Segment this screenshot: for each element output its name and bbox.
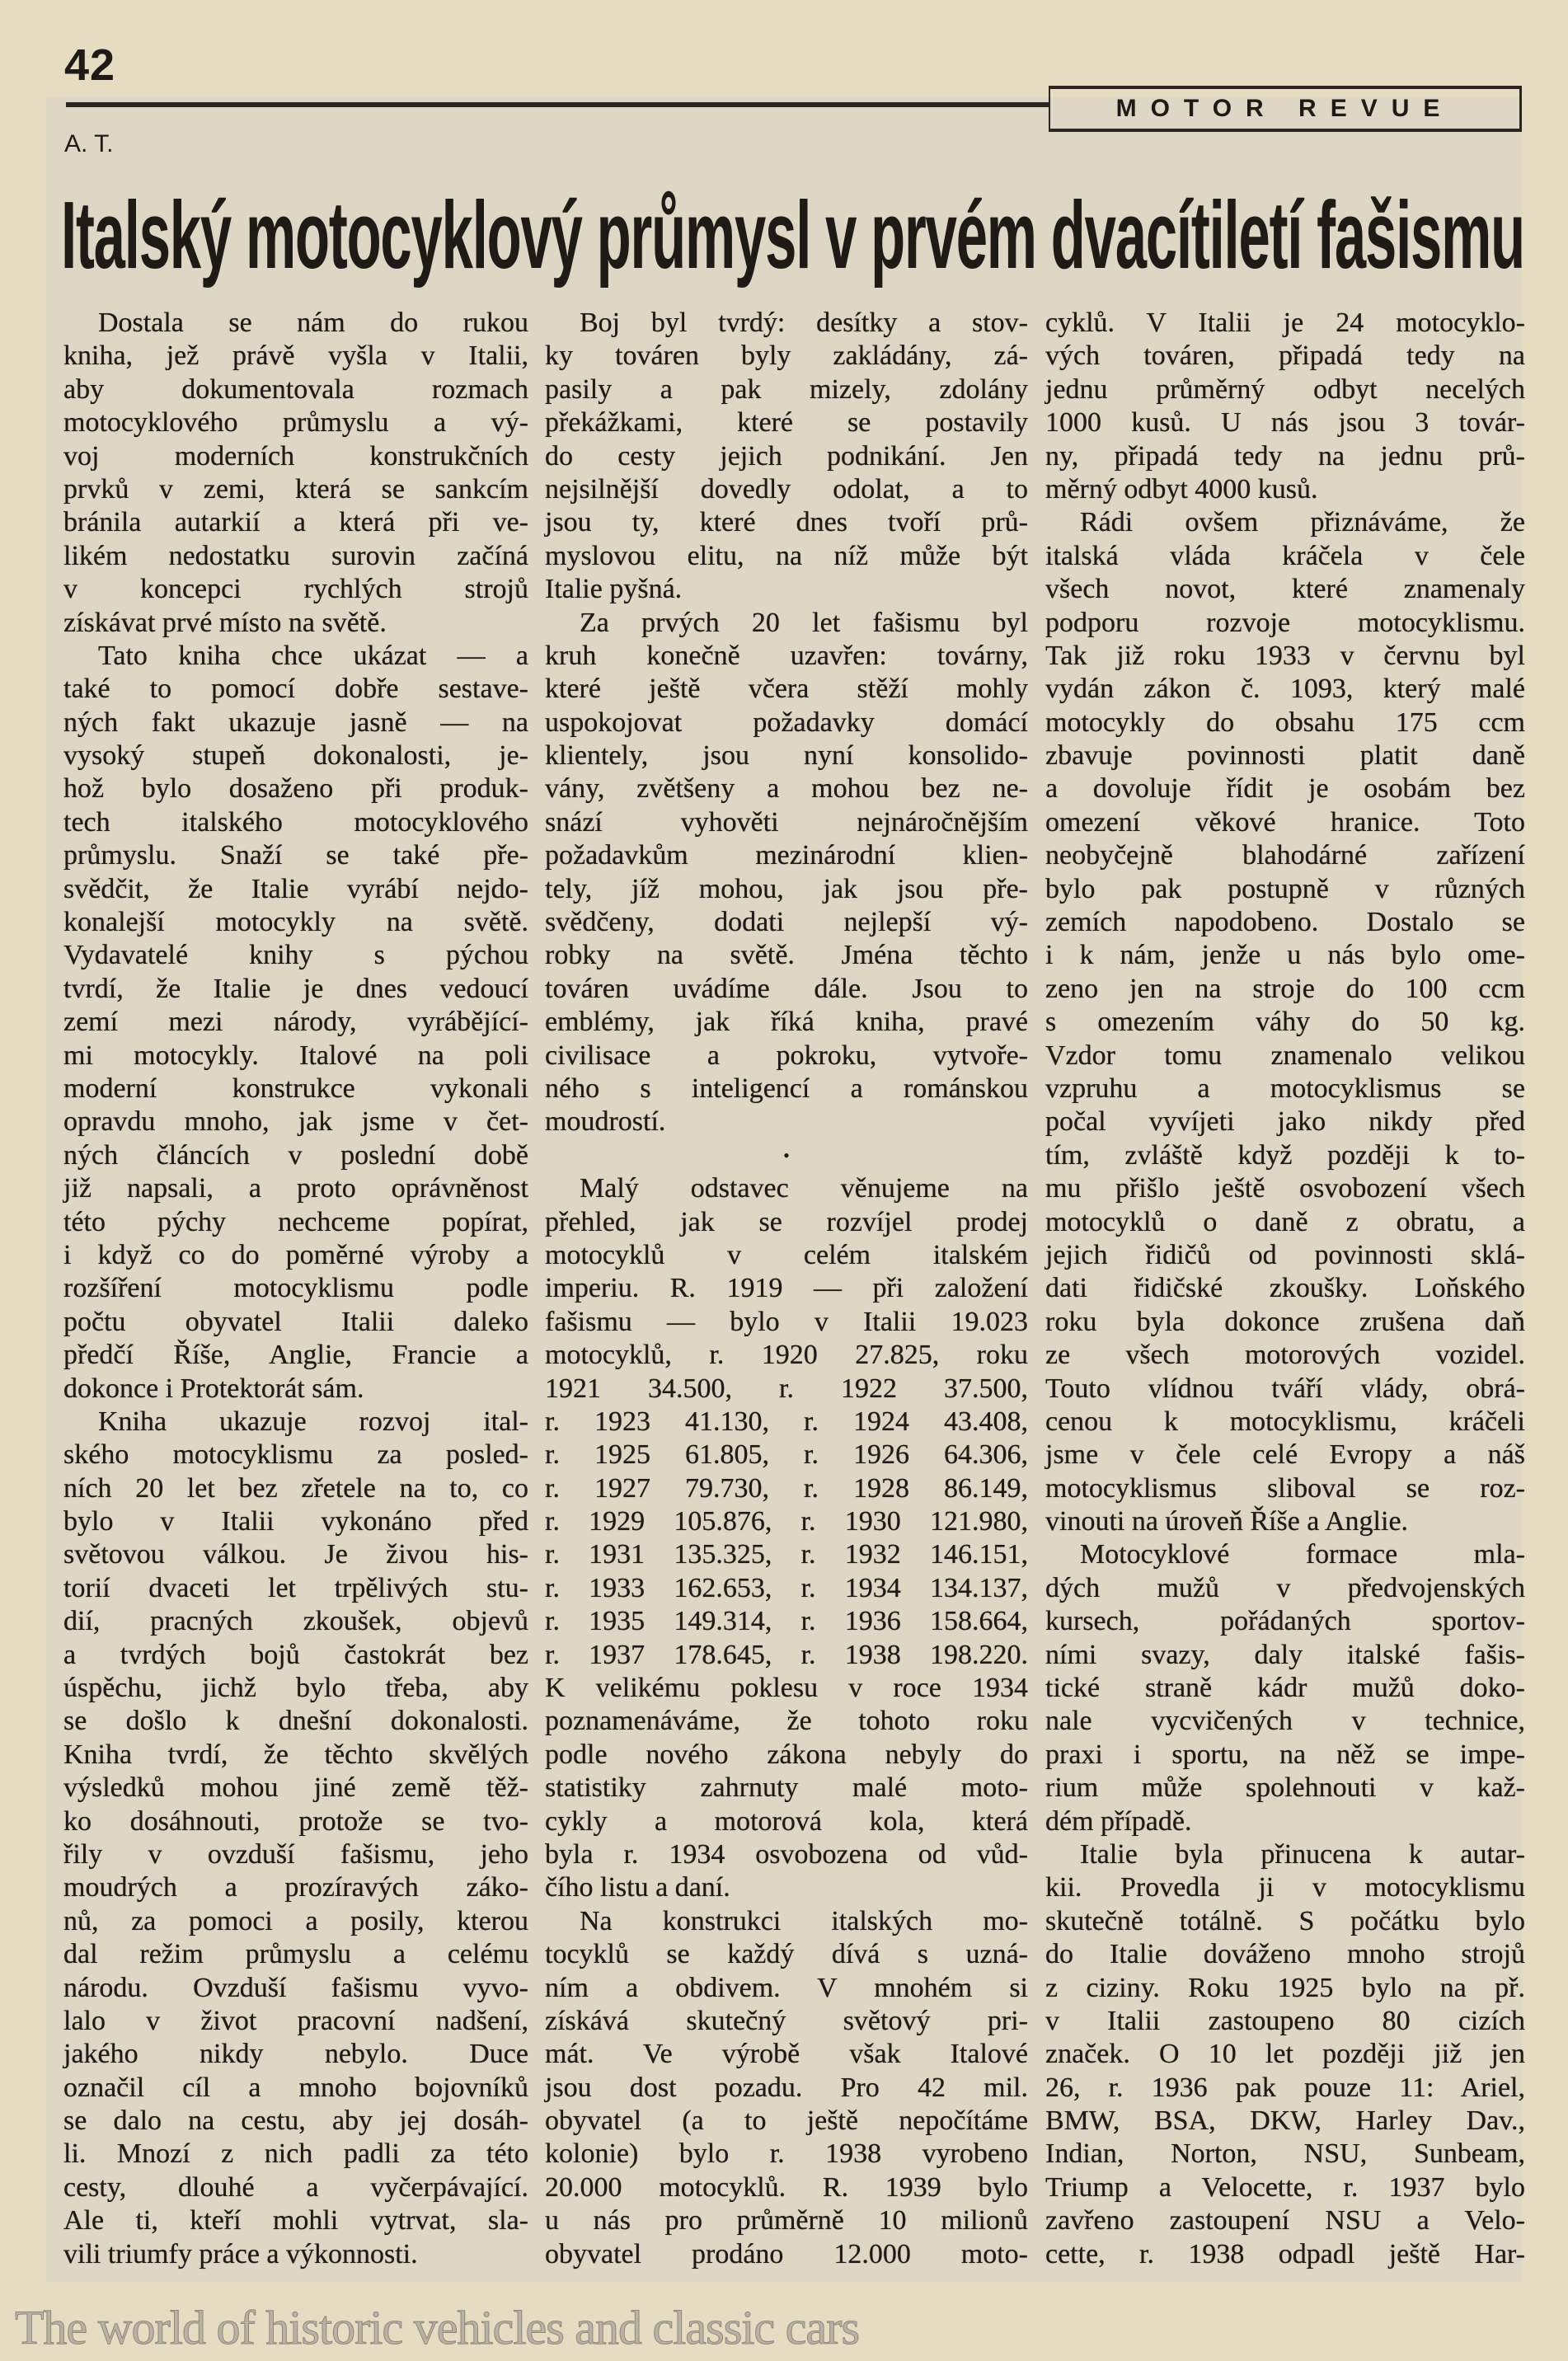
paragraph: [1045, 1538, 1525, 1838]
text-line: ními svazy, daly italské fašis-: [1045, 1639, 1525, 1670]
text-line: zemích napodobeno. Dostalo se: [1045, 907, 1525, 938]
text-line: skutečně totálně. S počátku bylo: [1045, 1905, 1525, 1936]
text-line: ny, připadá tedy na jednu prů-: [1045, 440, 1525, 472]
text-line: Za prvých 20 let fašismu byl: [580, 607, 1028, 638]
text-line: Ale ti, kteří mohli vytrvat, sla-: [63, 2205, 528, 2237]
text-line: předčí Říše, Anglie, Francie a: [63, 1340, 528, 1371]
text-line: cette, r. 1938 odpadl ještě Har-: [1045, 2238, 1525, 2269]
text-line: 1921 34.500, r. 1922 37.500,: [545, 1373, 1028, 1404]
text-line: ského motocyklismu za posled-: [63, 1439, 528, 1471]
text-line: dií, pracných zkoušek, objevů: [63, 1606, 528, 1637]
text-line: jsou dost pozadu. Pro 42 mil.: [545, 2072, 1028, 2103]
text-line: získávat prvé místo na světě.: [63, 607, 387, 638]
text-line: roku byla dokonce zrušena daň: [1045, 1306, 1525, 1337]
text-line: nejsilnější dovedly odolat, a to: [545, 473, 1028, 505]
text-line: mát. Ve výrobě však Italové: [545, 2039, 1028, 2070]
text-line: označil cíl a mnoho bojovníků: [63, 2072, 528, 2103]
text-line: tech italského motocyklového: [63, 806, 528, 838]
text-line: i k nám, jenže u nás bylo ome-: [1045, 940, 1525, 971]
text-column-3: [1045, 307, 1525, 2271]
text-line: nale vycvičených v technice,: [1045, 1706, 1525, 1737]
text-line: aby dokumentovala rozmach: [63, 373, 528, 405]
section-separator: •: [783, 1144, 790, 1166]
text-line: K velikému poklesu v roce 1934: [545, 1673, 1028, 1704]
text-line: počtu obyvatel Italii daleko: [63, 1306, 528, 1337]
text-line: dokonce i Protektorát sám.: [63, 1373, 364, 1404]
text-line: BMW, BSA, DKW, Harley Dav.,: [1045, 2105, 1525, 2137]
text-line: přehled, jak se rozvíjel prodej: [545, 1206, 1028, 1237]
text-line: zeno jen na stroje do 100 ccm: [1045, 973, 1525, 1004]
text-line: se došlo k dnešní dokonalosti.: [63, 1706, 528, 1737]
text-line: motocyklů, r. 1920 27.825, roku: [545, 1340, 1028, 1371]
text-line: neobyčejně blahodárné zařízení: [1045, 840, 1525, 871]
text-line: z ciziny. Roku 1925 bylo na př.: [1045, 1972, 1525, 2003]
text-line: Na konstrukci italských mo-: [580, 1905, 1028, 1936]
text-line: čího listu a daní.: [545, 1872, 730, 1903]
text-line: snází vyhověti nejnáročnějším: [545, 806, 1028, 838]
text-line: ko dosáhnouti, protože se tvo-: [63, 1805, 528, 1837]
text-line: hož bylo dosaženo při produk-: [63, 773, 528, 805]
text-line: tocyklů se každý dívá s uzná-: [545, 1939, 1028, 1970]
article-author: A. T.: [64, 130, 114, 157]
text-line: cenou k motocyklismu, kráčeli: [1045, 1406, 1525, 1437]
text-line: motocyklů o daně z obratu, a: [1045, 1206, 1525, 1237]
text-line: konalejší motocykly na světě.: [63, 907, 528, 938]
text-line: do Italie dováženo mnoho strojů: [1045, 1939, 1525, 1970]
text-line: a tvrdých bojů častokrát bez: [63, 1639, 528, 1670]
header-rule: [66, 102, 1049, 107]
text-line: fašismu — bylo v Italii 19.023: [545, 1306, 1028, 1337]
text-line: r. 1933 162.653, r. 1934 134.137,: [545, 1572, 1028, 1603]
text-line: imperiu. R. 1919 — při založení: [545, 1273, 1028, 1304]
text-line: jsme v čele celé Evropy a náš: [1045, 1439, 1525, 1471]
text-line: jsou ty, které dnes tvoří prů-: [545, 507, 1028, 538]
text-line: zbavuje povinnosti platit daně: [1045, 740, 1525, 772]
text-line: 1000 kusů. U nás jsou 3 továr-: [1045, 407, 1525, 439]
text-line: kruh konečně uzavřen: továrny,: [545, 640, 1028, 671]
text-line: voj moderních konstrukčních: [63, 440, 528, 472]
text-line: r. 1923 41.130, r. 1924 43.408,: [545, 1406, 1028, 1437]
text-line: dal režim průmyslu a celému: [63, 1939, 528, 1970]
text-line: Vydavatelé knihy s pýchou: [63, 940, 528, 971]
text-line: zavřeno zastoupení NSU a Velo-: [1045, 2205, 1525, 2237]
text-line: všech novot, které znamenaly: [1045, 574, 1525, 605]
text-line: italská vláda kráčela v čele: [1045, 540, 1525, 571]
text-line: 26, r. 1936 pak pouze 11: Ariel,: [1045, 2072, 1525, 2103]
page-number: 42: [64, 40, 116, 90]
text-line: Vzdor tomu znamenalo velikou: [1045, 1040, 1525, 1071]
paragraph: [545, 307, 1028, 607]
text-line: které ještě včera stěží mohly: [545, 674, 1028, 705]
text-line: r. 1931 135.325, r. 1932 146.151,: [545, 1539, 1028, 1570]
text-line: moudrostí.: [545, 1106, 666, 1138]
text-line: obyvatel (a to ještě nepočítáme: [545, 2105, 1028, 2137]
text-line: robky na světě. Jména těchto: [545, 940, 1028, 971]
text-line: nů, za pomoci a posily, kterou: [63, 1905, 528, 1936]
text-line: jejich řidičů od povinnosti sklá-: [1045, 1239, 1525, 1270]
text-line: Kniha tvrdí, že těchto skvělých: [63, 1739, 528, 1770]
text-line: bránila autarkií a která při ve-: [63, 507, 528, 538]
text-line: měrný odbyt 4000 kusů.: [1045, 473, 1318, 505]
text-line: lalo v život pracovní nadšení,: [63, 2005, 528, 2036]
text-line: Italie pyšná.: [545, 574, 683, 605]
text-line: rium může spolehnouti v kaž-: [1045, 1772, 1525, 1804]
text-line: Malý odstavec věnujeme na: [580, 1173, 1028, 1204]
text-line: prvků v zemi, která se sankcím: [63, 473, 528, 505]
text-line: omezení věkové hranice. Toto: [1045, 806, 1525, 838]
text-line: Tato kniha chce ukázat — a: [98, 640, 528, 671]
paragraph: [1045, 506, 1525, 1538]
paragraph: [63, 1406, 528, 2271]
text-line: řily v ovzduší fašismu, jeho: [63, 1838, 528, 1870]
text-line: i když co do poměrné výroby a: [63, 1239, 528, 1270]
text-line: cykly a motorová kola, která: [545, 1805, 1028, 1837]
text-line: do cesty jejich podnikání. Jen: [545, 440, 1028, 472]
text-line: r. 1937 178.645, r. 1938 198.220.: [545, 1639, 1028, 1670]
text-line: Triump a Velocette, r. 1937 bylo: [1045, 2171, 1525, 2203]
text-line: civilisace a pokroku, vytvoře-: [545, 1040, 1028, 1071]
text-line: motocykly do obsahu 175 ccm: [1045, 706, 1525, 738]
text-line: v Italii zastoupeno 80 cizích: [1045, 2005, 1525, 2036]
text-line: uspokojovat požadavky domácí: [545, 706, 1028, 738]
text-line: mi motocykly. Italové na poli: [63, 1040, 528, 1071]
text-line: průmyslu. Snaží se také pře-: [63, 840, 528, 871]
text-line: tím, zvláště když později k to-: [1045, 1139, 1525, 1171]
text-line: svědčeny, dodati nejlepší vý-: [545, 907, 1028, 938]
text-line: vysoký stupeň dokonalosti, je-: [63, 740, 528, 772]
text-line: výsledků mohou jiné země těž-: [63, 1772, 528, 1804]
text-line: v koncepci rychlých strojů: [63, 574, 528, 605]
text-line: vých továren, připadá tedy na: [1045, 340, 1525, 372]
text-line: ních 20 let bez zřetele na to, co: [63, 1472, 528, 1504]
text-line: ných fakt ukazuje jasně — na: [63, 706, 528, 738]
text-line: opravdu mnoho, jak jsme v čet-: [63, 1106, 528, 1138]
text-line: a dovoluje řídit je osobám bez: [1045, 773, 1525, 805]
text-line: ze všech motorových vozidel.: [1045, 1340, 1525, 1371]
text-line: vány, zvětšeny a mohou bez ne-: [545, 773, 1028, 805]
text-line: Kniha ukazuje rozvoj ital-: [98, 1406, 528, 1437]
text-line: pasily a pak mizely, zdolány: [545, 373, 1028, 405]
text-line: r. 1927 79.730, r. 1928 86.149,: [545, 1472, 1028, 1504]
text-line: Boj byl tvrdý: desítky a stov-: [580, 307, 1028, 338]
text-line: obyvatel prodáno 12.000 moto-: [545, 2238, 1028, 2269]
text-line: úspěchu, jichž bylo třeba, aby: [63, 1673, 528, 1704]
text-line: Indian, Norton, NSU, Sunbeam,: [1045, 2138, 1525, 2170]
text-line: mu přišlo ještě osvobození všech: [1045, 1173, 1525, 1204]
text-line: 20.000 motocyklů. R. 1939 bylo: [545, 2171, 1028, 2203]
text-line: byla r. 1934 osvobozena od vůd-: [545, 1838, 1028, 1870]
text-line: vzpruhu a motocyklismus se: [1045, 1073, 1525, 1104]
text-line: podporu rozvoje motocyklismu.: [1045, 607, 1525, 638]
text-line: továren uvádíme dále. Jsou to: [545, 973, 1028, 1004]
text-line: klientely, jsou nyní konsolido-: [545, 740, 1028, 772]
text-line: cesty, dlouhé a vyčerpávající.: [63, 2171, 528, 2203]
text-line: vili triumfy práce a výkonnosti.: [63, 2238, 418, 2269]
text-line: národu. Ovzduší fašismu vyvo-: [63, 1972, 528, 2003]
text-line: cyklů. V Italii je 24 motocyklo-: [1045, 307, 1525, 338]
text-line: ky továren byly zakládány, zá-: [545, 340, 1028, 372]
text-line: s omezením váhy do 50 kg.: [1045, 1007, 1525, 1038]
text-line: bylo v Italii vykonáno před: [63, 1506, 528, 1537]
paragraph: [1045, 1838, 1525, 2271]
text-line: značek. O 10 let později již jen: [1045, 2039, 1525, 2070]
magazine-name-box: MOTOR REVUE: [1049, 86, 1522, 132]
text-line: Rádi ovšem přiznáváme, že: [1080, 507, 1525, 538]
text-line: li. Mnozí z nich padli za této: [63, 2138, 528, 2170]
text-line: myslovou elitu, na níž může být: [545, 540, 1028, 571]
text-line: také to pomocí dobře sestave-: [63, 674, 528, 705]
paragraph: [63, 640, 528, 1406]
text-line: r. 1929 105.876, r. 1930 121.980,: [545, 1506, 1028, 1537]
text-line: se dalo na cestu, aby jej dosáh-: [63, 2105, 528, 2137]
text-line: bylo pak postupně v různých: [1045, 873, 1525, 904]
text-line: podle nového zákona nebyly do: [545, 1739, 1028, 1770]
paragraph: [545, 607, 1028, 1139]
text-line: kolonie) bylo r. 1938 vyrobeno: [545, 2138, 1028, 2170]
text-line: torií dvaceti let trpělivých stu-: [63, 1572, 528, 1603]
paragraph: [545, 1172, 1028, 1905]
text-line: emblémy, jak říká kniha, pravé: [545, 1007, 1028, 1038]
text-line: tvrdí, že Italie je dnes vedoucí: [63, 973, 528, 1004]
paragraph: [1045, 307, 1525, 506]
text-line: jakého nikdy nebylo. Duce: [63, 2039, 528, 2070]
text-line: motocyklismus sliboval se roz-: [1045, 1472, 1525, 1504]
text-line: jednu průměrný odbyt necelých: [1045, 373, 1525, 405]
text-line: dém případě.: [1045, 1805, 1192, 1837]
text-line: statistiky zahrnuty malé moto-: [545, 1772, 1028, 1804]
text-column-1: [63, 307, 528, 2271]
text-line: získává skutečný světový pri-: [545, 2005, 1028, 2036]
text-line: ného s inteligencí a románskou: [545, 1073, 1028, 1104]
text-line: Touto vlídnou tváří vlády, obrá-: [1045, 1373, 1525, 1404]
text-line: Motocyklové formace mla-: [1080, 1539, 1525, 1570]
text-line: motocyklového průmyslu a vý-: [63, 407, 528, 439]
text-line: rozšíření motocyklismu podle: [63, 1273, 528, 1304]
text-line: tely, jíž mohou, jak jsou pře-: [545, 873, 1028, 904]
text-line: moderní konstrukce vykonali: [63, 1073, 528, 1104]
text-line: ním a obdivem. V mnohém si: [545, 1972, 1028, 2003]
paragraph: [545, 1905, 1028, 2271]
text-line: Tak již roku 1933 v červnu byl: [1045, 640, 1525, 671]
text-line: dati řidičské zkoušky. Loňského: [1045, 1273, 1525, 1304]
text-line: tické straně kádr mužů doko-: [1045, 1673, 1525, 1704]
watermark-text: The world of historic vehicles and classic cars: [15, 2301, 860, 2354]
text-line: moudrých a prozíravých záko-: [63, 1872, 528, 1903]
text-line: likém nedostatku surovin začíná: [63, 540, 528, 571]
text-line: Italie byla přinucena k autar-: [1080, 1838, 1525, 1870]
text-line: překážkami, které se postavily: [545, 407, 1028, 439]
text-line: požadavkům mezinárodní klien-: [545, 840, 1028, 871]
text-line: počal vyvíjeti jako nikdy před: [1045, 1106, 1525, 1138]
text-line: praxi i sportu, na něž se impe-: [1045, 1739, 1525, 1770]
text-line: svědčit, že Italie vyrábí nejdo-: [63, 873, 528, 904]
text-line: kursech, pořádaných sportov-: [1045, 1606, 1525, 1637]
text-line: r. 1935 149.314, r. 1936 158.664,: [545, 1606, 1028, 1637]
text-line: kii. Provedla ji v motocyklismu: [1045, 1872, 1525, 1903]
text-line: vydán zákon č. 1093, který malé: [1045, 674, 1525, 705]
text-line: ných článcích v poslední době: [63, 1139, 528, 1171]
text-column-2: [545, 307, 1028, 2271]
text-line: světovou válkou. Je živou his-: [63, 1539, 528, 1570]
text-line: Dostala se nám do rukou: [98, 307, 528, 338]
text-line: zemí mezi národy, vyrábějící-: [63, 1007, 528, 1038]
text-line: vinouti na úroveň Říše a Anglie.: [1045, 1506, 1409, 1537]
text-line: této pýchy nechceme popírat,: [63, 1206, 528, 1237]
text-line: r. 1925 61.805, r. 1926 64.306,: [545, 1439, 1028, 1471]
article-title: Italský motocyklový průmysl v prvém dvacítiletí fašismu: [61, 181, 1525, 289]
text-line: kniha, jež právě vyšla v Italii,: [63, 340, 528, 372]
text-line: dých mužů v předvojenských: [1045, 1572, 1525, 1603]
text-line: již napsali, a proto oprávněnost: [63, 1173, 528, 1204]
text-line: poznamenáváme, že tohoto roku: [545, 1706, 1028, 1737]
text-line: u nás pro průměrně 10 milionů: [545, 2205, 1028, 2237]
paragraph: [63, 307, 528, 640]
text-line: motocyklů v celém italském: [545, 1239, 1028, 1270]
